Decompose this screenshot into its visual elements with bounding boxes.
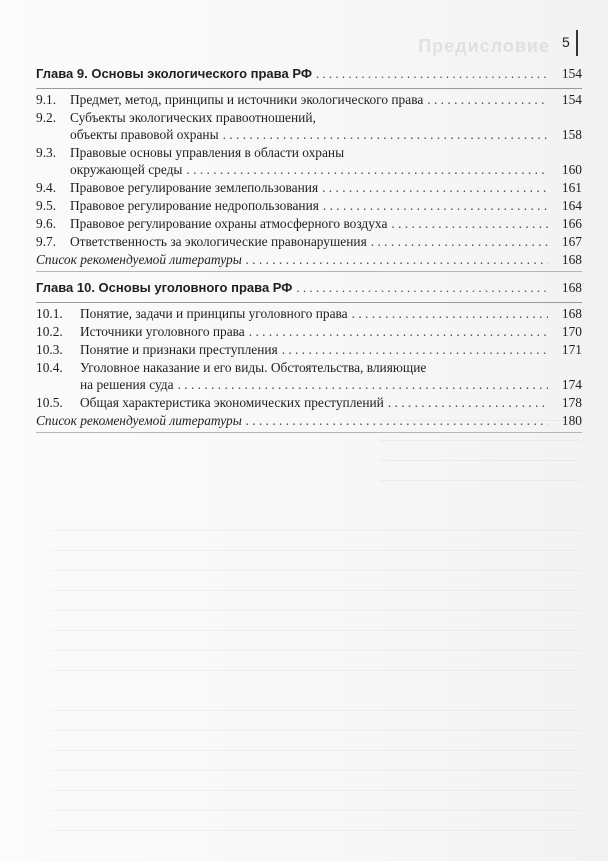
dot-leader [186,161,548,179]
toc-entry[interactable] [36,197,582,215]
section-title: Правовое регулирование землепользования [70,180,319,195]
divider [36,302,582,303]
section-number: 10.2. [36,324,63,339]
section-title: Правовое регулирование недропользования [70,198,319,213]
table-of-contents [36,64,582,435]
toc-entry[interactable] [36,179,582,197]
section-number: 9.4. [36,180,57,195]
toc-entry[interactable] [36,233,582,251]
section-title-line2: на решения суда [80,377,174,392]
literature-title: Список рекомендуемой литературы [36,252,242,267]
dot-leader [388,394,548,412]
literature-entry[interactable] [36,412,582,430]
section-title: Понятие, задачи и принципы уголовного права [80,306,348,321]
section-page: 168 [561,306,582,321]
toc-entry[interactable] [36,91,582,109]
section-page: 160 [561,162,582,177]
section-number: 9.5. [36,198,57,213]
literature-title: Список рекомендуемой литературы [36,413,242,428]
section-number: 9.7. [36,234,57,249]
dot-leader [371,233,548,251]
section-number: 9.6. [36,216,57,231]
dot-leader [246,251,548,269]
dot-leader [391,215,548,233]
section-page: 178 [561,395,582,410]
section-title-line2: объекты правовой охраны [70,127,219,142]
toc-entry[interactable] [36,215,582,233]
section-number: 10.4. [36,360,63,375]
dot-leader [322,179,548,197]
divider [36,432,582,433]
page-number-divider [576,30,578,56]
section-title-line1: Субъекты экологических правоотношений, [70,110,316,125]
chapter-page: 168 [561,280,582,295]
dot-leader [178,376,548,394]
section-title: Источники уголовного права [80,324,245,339]
section-page: 171 [561,342,582,357]
dot-leader [316,64,548,84]
dot-leader [323,197,548,215]
section-number: 10.5. [36,395,63,410]
toc-entry[interactable] [36,305,582,323]
chapter-page: 154 [561,66,582,81]
section-page: 158 [561,127,582,142]
toc-entry[interactable] [36,144,582,179]
dot-leader [352,305,548,323]
toc-entry[interactable] [36,109,582,144]
dot-leader [296,278,548,298]
chapter-title: Глава 9. Основы экологического права РФ [36,66,312,81]
dot-leader [282,341,548,359]
section-page: 166 [561,216,582,231]
showthrough-block [50,710,580,850]
chapter-heading-10[interactable] [36,278,582,298]
section-title: Предмет, метод, принципы и источники экологического права [70,92,424,107]
section-title: Правовое регулирование охраны атмосферного воздуха [70,216,388,231]
section-page: 164 [561,198,582,213]
dot-leader [246,412,548,430]
ghost-header-showthrough: Предисловие [418,36,550,56]
section-number: 9.3. [36,145,57,160]
dot-leader [427,91,548,109]
section-number: 10.1. [36,306,63,321]
toc-entry[interactable] [36,359,582,394]
section-page: 170 [561,324,582,339]
section-page: 174 [561,377,582,392]
divider [36,88,582,89]
literature-page: 168 [561,252,582,267]
section-page: 161 [561,180,582,195]
section-page: 167 [561,234,582,249]
toc-entry[interactable] [36,341,582,359]
divider [36,271,582,272]
section-title-line2: окружающей среды [70,162,183,177]
chapter-title: Глава 10. Основы уголовного права РФ [36,280,293,295]
toc-entry[interactable] [36,394,582,412]
section-number: 9.1. [36,92,57,107]
section-title-line1: Правовые основы управления в области охраны [70,145,345,160]
section-number: 10.3. [36,342,63,357]
chapter-heading-9[interactable] [36,64,582,84]
page-number: 5 [562,34,570,50]
section-number: 9.2. [36,110,57,125]
section-title-line1: Уголовное наказание и его виды. Обстоятельства, влияющие [80,360,427,375]
dot-leader [223,126,548,144]
toc-entry[interactable] [36,323,582,341]
literature-entry[interactable] [36,251,582,269]
showthrough-block [50,530,580,690]
section-title: Понятие и признаки преступления [80,342,278,357]
section-title: Общая характеристика экономических преступлений [80,395,384,410]
literature-page: 180 [561,413,582,428]
section-title: Ответственность за экологические правонарушения [70,234,367,249]
section-page: 154 [561,92,582,107]
dot-leader [249,323,548,341]
